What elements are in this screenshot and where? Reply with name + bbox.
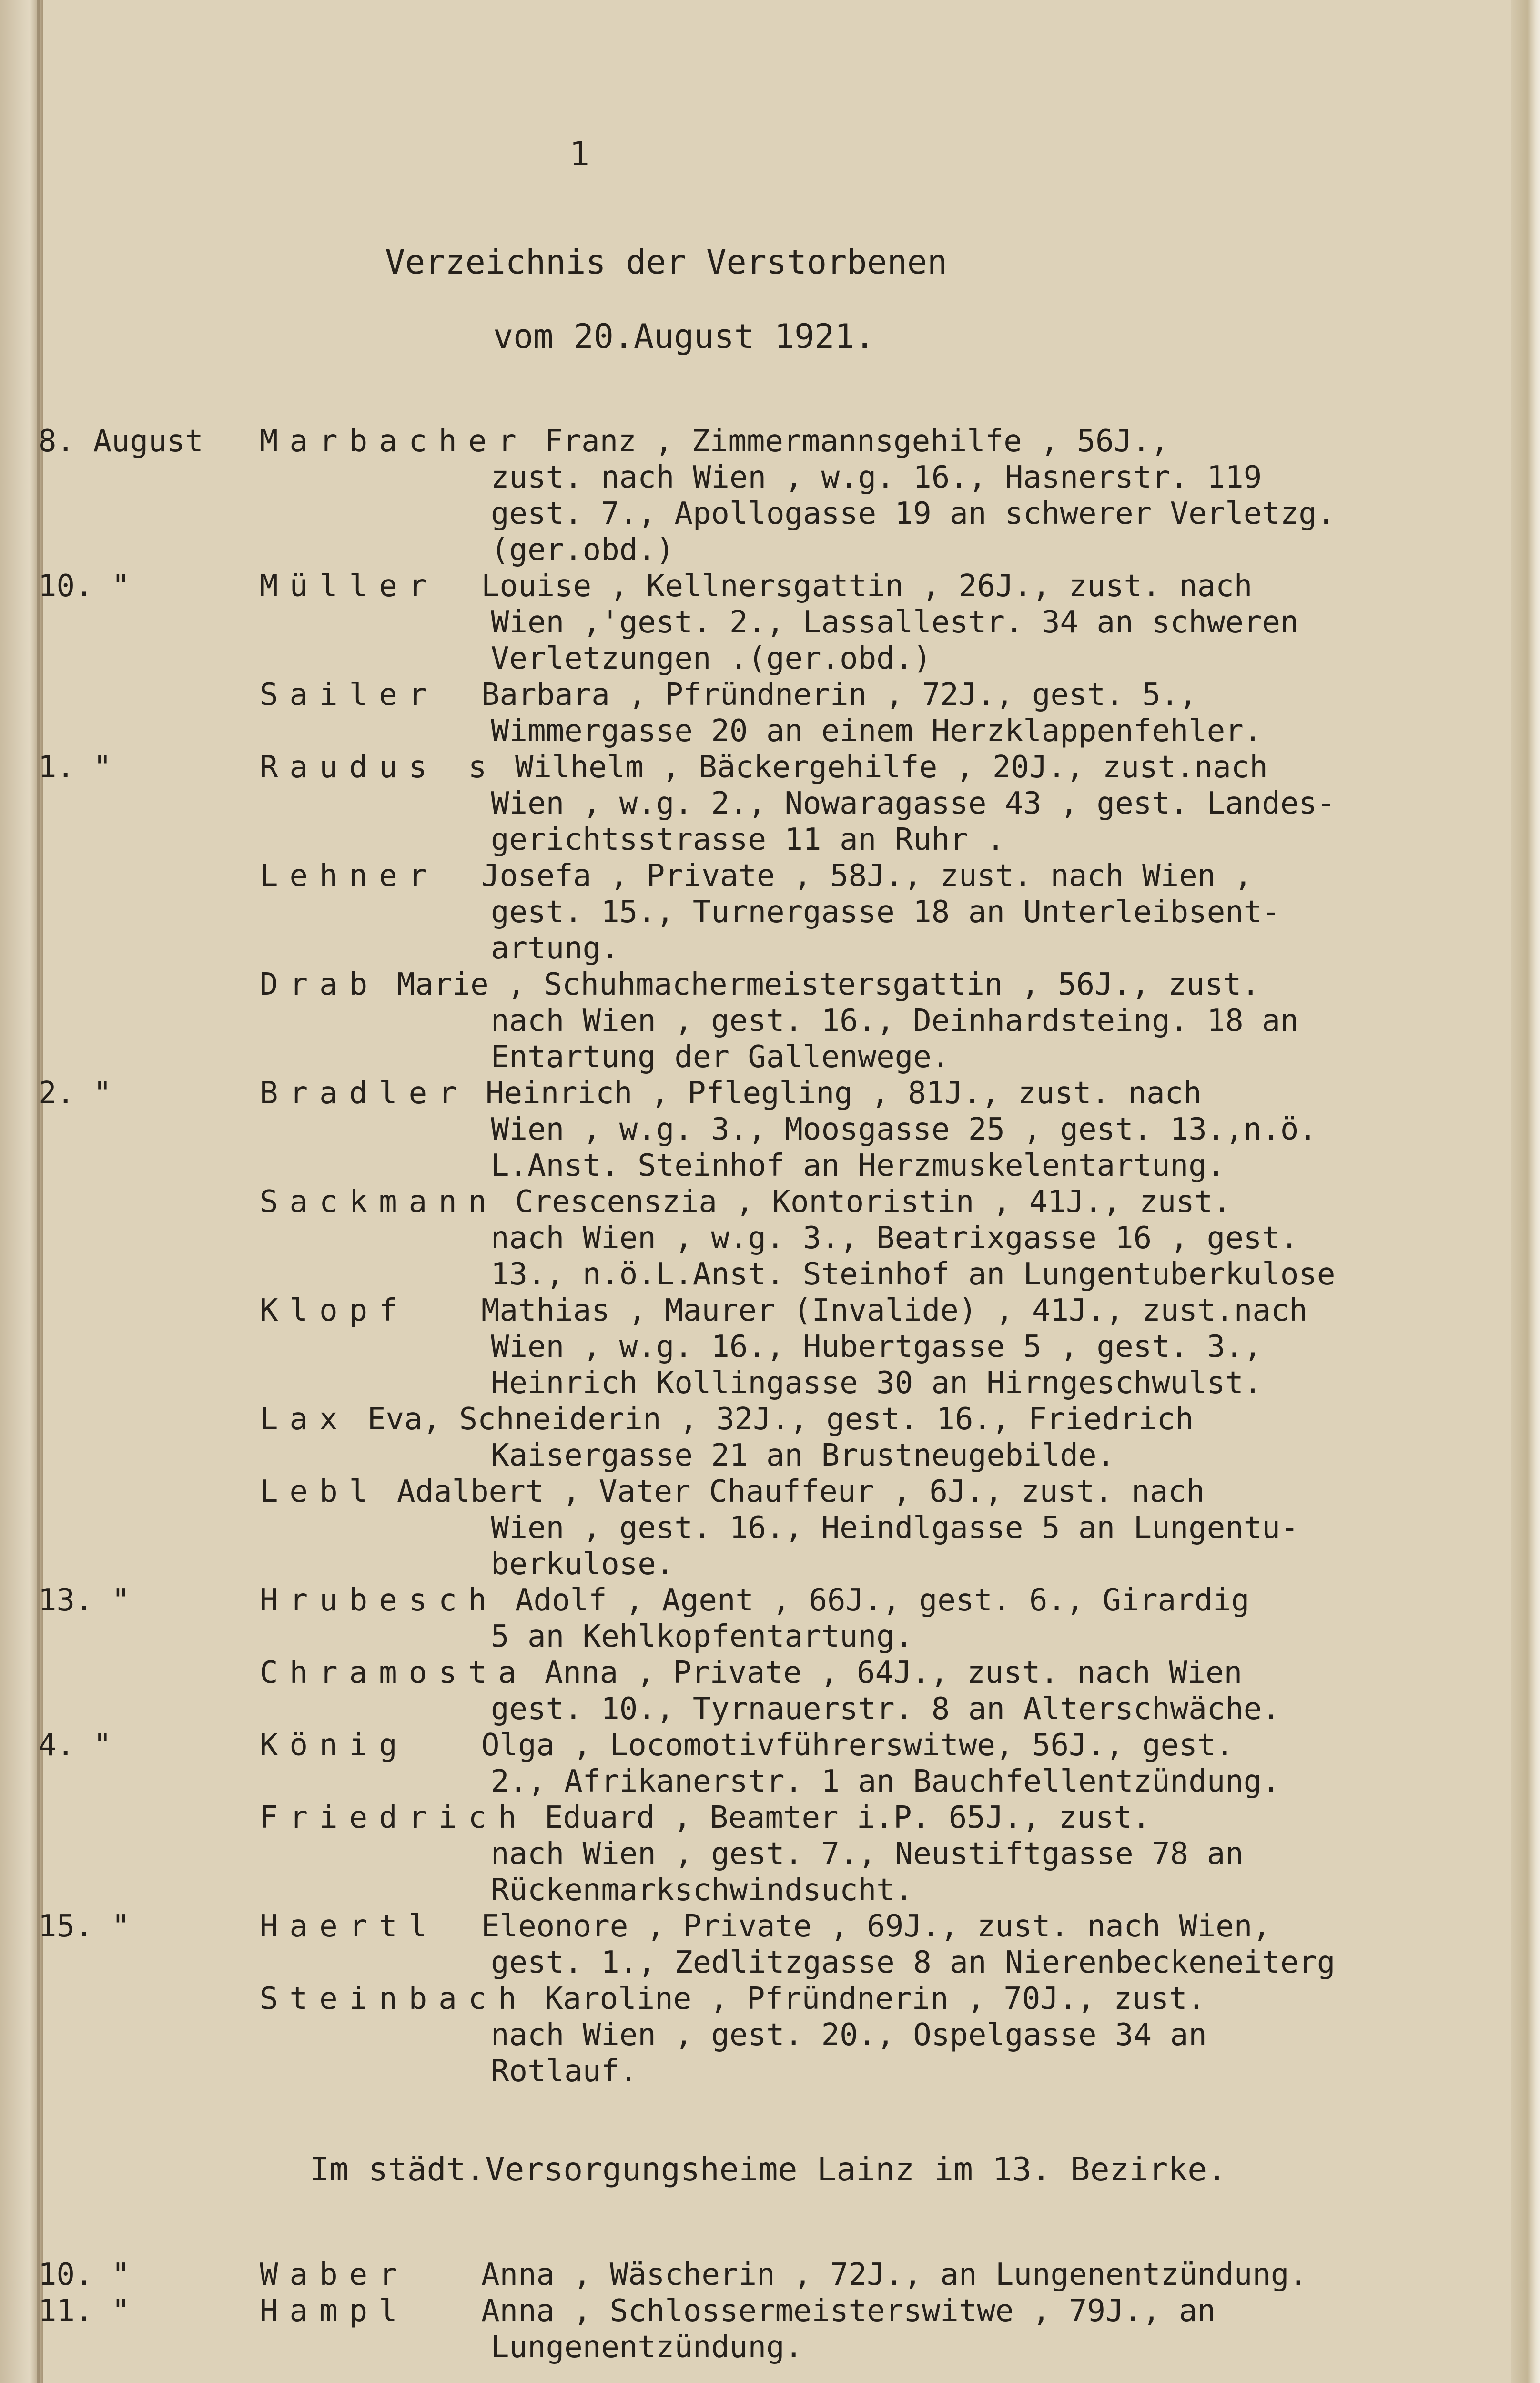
entry-line: Wien , gest. 16., Heindlgasse 5 an Lungentu-: [491, 1510, 1299, 1546]
entry-surname: Sackmann: [260, 1184, 498, 1220]
entry-surname: Hampl: [260, 2293, 409, 2329]
entry-line: Wien , w.g. 2., Nowaragasse 43 , gest. Landes-: [491, 786, 1336, 821]
entry-first-line: Anna , Schlossermeisterswitwe , 79J., an: [481, 2293, 1216, 2329]
entry-date: 1. ": [38, 750, 112, 785]
entry-surname: Marbacher: [260, 424, 528, 459]
entry-line: gest. 7., Apollogasse 19 an schwerer Verletzg.: [491, 496, 1336, 531]
entry-date: 10. ": [38, 569, 130, 604]
entry-first-line: Eva, Schneiderin , 32J., gest. 16., Friedrich: [367, 1402, 1194, 1437]
entry-surname: Raudus s: [260, 750, 498, 785]
binding-crease: [37, 0, 40, 2383]
entry-surname: Friedrich: [260, 1800, 528, 1835]
page-number: 1: [569, 134, 590, 173]
section-heading: Im städt.Versorgungsheime Lainz im 13. Bezirke.: [310, 2151, 1227, 2189]
entry-line: Heinrich Kollingasse 30 an Hirngeschwulst.: [491, 1365, 1262, 1401]
entry-first-line: Franz , Zimmermannsgehilfe , 56J.,: [545, 424, 1169, 459]
entry-first-line: Crescenszia , Kontoristin , 41J., zust.: [515, 1184, 1231, 1220]
entry-first-line: Marie , Schuhmachermeistersgattin , 56J., zust.: [397, 967, 1260, 1002]
entry-first-line: Eduard , Beamter i.P. 65J., zust.: [545, 1800, 1151, 1835]
entry-first-line: Anna , Private , 64J., zust. nach Wien: [545, 1655, 1243, 1691]
entry-line: gest. 1., Zedlitzgasse 8 an Nierenbeckeneiterg: [491, 1945, 1336, 1980]
entry-date: 8. August: [38, 424, 203, 459]
entry-date: 2. ": [38, 1076, 112, 1111]
entry-line: (ger.obd.): [491, 532, 675, 568]
entry-line: zust. nach Wien , w.g. 16., Hasnerstr. 119: [491, 460, 1262, 495]
entry-date: 13. ": [38, 1583, 130, 1618]
document-title: Verzeichnis der Verstorbenen: [385, 243, 948, 282]
entry-date: 4. ": [38, 1728, 112, 1763]
entry-surname: Bradler: [260, 1076, 468, 1111]
entry-first-line: Mathias , Maurer (Invalide) , 41J., zust.nach: [481, 1293, 1307, 1328]
page-edge: [1511, 0, 1540, 2383]
entry-surname: Waber: [260, 2257, 409, 2292]
entry-line: 13., n.ö.L.Anst. Steinhof an Lungentuberkulose: [491, 1257, 1336, 1292]
entry-first-line: Adolf , Agent , 66J., gest. 6., Girardig: [515, 1583, 1250, 1618]
entry-first-line: Louise , Kellnersgattin , 26J., zust. nach: [481, 569, 1253, 604]
entry-line: berkulose.: [491, 1547, 675, 1582]
entry-line: L.Anst. Steinhof an Herzmuskelentartung.: [491, 1148, 1226, 1183]
entry-line: nach Wien , gest. 16., Deinhardsteing. 18 an: [491, 1003, 1299, 1039]
entry-first-line: Olga , Locomotivführerswitwe, 56J., gest.: [481, 1728, 1234, 1763]
entry-surname: Chramosta: [260, 1655, 528, 1691]
entry-line: Lungenentzündung.: [491, 2330, 803, 2365]
entry-line: Wien ,'gest. 2., Lassallestr. 34 an schweren: [491, 605, 1299, 640]
entry-line: gest. 10., Tyrnauerstr. 8 an Alterschwäche.: [491, 1691, 1280, 1727]
entry-surname: Hrubesch: [260, 1583, 498, 1618]
entry-first-line: Barbara , Pfründnerin , 72J., gest. 5.,: [481, 677, 1197, 713]
entry-first-line: Josefa , Private , 58J., zust. nach Wien ,: [481, 858, 1253, 894]
entry-date: 10. ": [38, 2257, 130, 2292]
entry-line: Rückenmarkschwindsucht.: [491, 1873, 913, 1908]
entry-line: Entartung der Gallenwege.: [491, 1039, 950, 1075]
document-subtitle: vom 20.August 1921.: [493, 317, 875, 356]
entry-line: nach Wien , w.g. 3., Beatrixgasse 16 , gest.: [491, 1221, 1299, 1256]
entry-line: Rotlauf.: [491, 2054, 638, 2089]
entry-surname: Haertl: [260, 1909, 439, 1944]
entry-surname: Sailer: [260, 677, 439, 713]
entry-line: Wien , w.g. 3., Moosgasse 25 , gest. 13.,n.ö.: [491, 1112, 1317, 1147]
entry-line: Wimmergasse 20 an einem Herzklappenfehler.: [491, 713, 1262, 749]
entry-surname: Müller: [260, 569, 439, 604]
entry-first-line: Eleonore , Private , 69J., zust. nach Wien,: [481, 1909, 1271, 1944]
entry-surname: König: [260, 1728, 409, 1763]
entry-first-line: Heinrich , Pflegling , 81J., zust. nach: [486, 1076, 1202, 1111]
entry-surname: Klopf: [260, 1293, 409, 1328]
entry-surname: Lehner: [260, 858, 439, 894]
entry-surname: Steinbach: [260, 1981, 528, 2016]
entry-line: 5 an Kehlkopfentartung.: [491, 1619, 913, 1654]
entry-date: 15. ": [38, 1909, 130, 1944]
entry-surname: Lax: [260, 1402, 349, 1437]
entry-first-line: Adalbert , Vater Chauffeur , 6J., zust. nach: [397, 1474, 1205, 1509]
entry-line: Kaisergasse 21 an Brustneugebilde.: [491, 1438, 1115, 1473]
entry-line: nach Wien , gest. 7., Neustiftgasse 78 an: [491, 1836, 1244, 1872]
entry-first-line: Karoline , Pfründnerin , 70J., zust.: [545, 1981, 1206, 2016]
entry-surname: Drab: [260, 967, 379, 1002]
entry-date: 11. ": [38, 2293, 130, 2329]
entry-surname: Lebl: [260, 1474, 379, 1509]
entry-line: gest. 15., Turnergasse 18 an Unterleibsent-: [491, 895, 1280, 930]
entry-first-line: Anna , Wäscherin , 72J., an Lungenentzündung.: [481, 2257, 1307, 2292]
entry-line: Wien , w.g. 16., Hubertgasse 5 , gest. 3.,: [491, 1329, 1262, 1365]
entry-line: gerichtsstrasse 11 an Ruhr .: [491, 822, 1005, 857]
entry-line: nach Wien , gest. 20., Ospelgasse 34 an: [491, 2017, 1207, 2053]
entry-line: Verletzungen .(ger.obd.): [491, 641, 932, 676]
entry-line: 2., Afrikanerstr. 1 an Bauchfellentzündung.: [491, 1764, 1280, 1799]
binding-spine: [0, 0, 43, 2383]
entry-line: artung.: [491, 931, 619, 966]
entry-first-line: Wilhelm , Bäckergehilfe , 20J., zust.nach: [515, 750, 1268, 785]
